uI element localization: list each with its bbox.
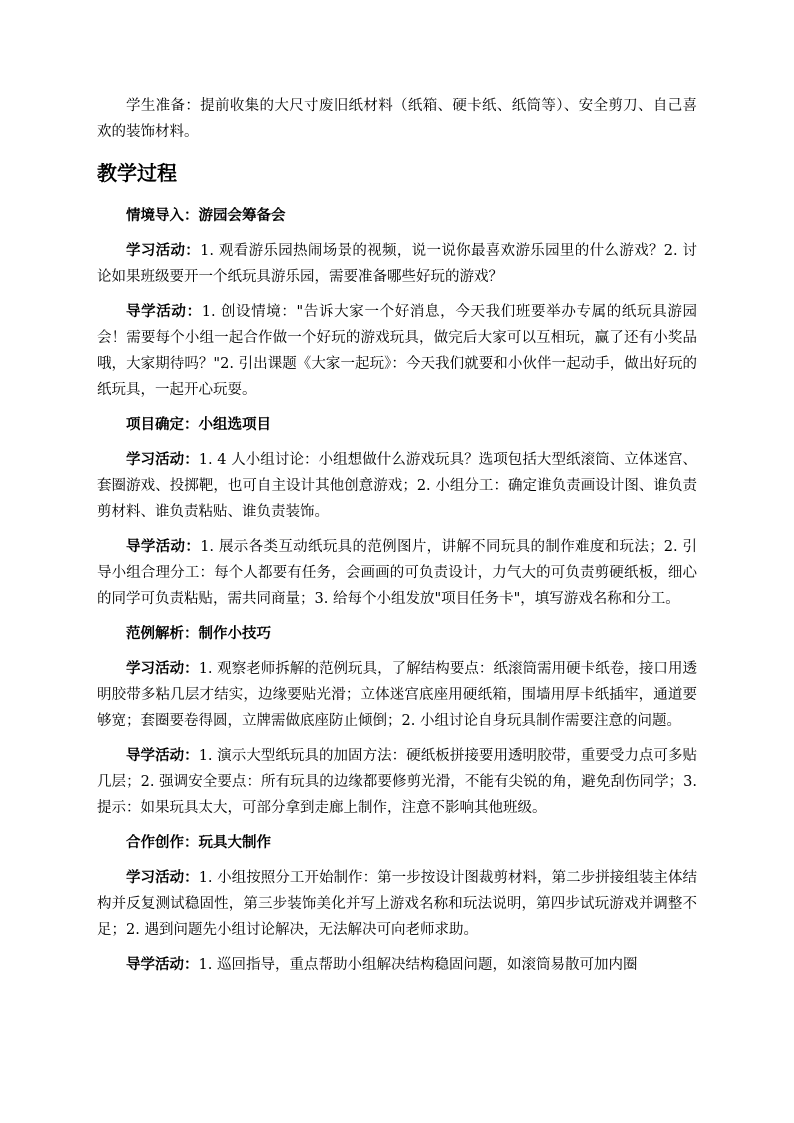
stage-title xyxy=(97,830,697,856)
stage-title-label: 情境导入： xyxy=(126,207,199,224)
teaching-stage xyxy=(97,203,697,403)
stage-title xyxy=(97,621,697,647)
stage-title-label: 项目确定： xyxy=(126,416,199,433)
student-prep-paragraph: 学生准备：提前收集的大尺寸废旧纸材料（纸箱、硬卡纸、纸筒等）、安全剪刀、自己喜欢的装饰材料。 xyxy=(97,98,697,140)
stage-title-label: 合作创作： xyxy=(126,834,199,851)
stage-title-label: 范例解析： xyxy=(126,625,199,642)
guided-activity-label: 导学活动： xyxy=(126,747,199,764)
section-heading: 教学过程 xyxy=(97,161,177,185)
guided-activity-text: 1. 演示大型纸玩具的加固方法：硬纸板拼接要用透明胶带，重要受力点可多贴几层；2. 强调安全要点：所有玩具的边缘都要修剪光滑，不能有尖锐的角，避免刮伤同学；3. 提示：如果玩具太大，可部分拿到走廊上制作，注意不影响其他班级。 xyxy=(97,748,697,816)
teaching-stage xyxy=(97,621,697,821)
stage-title xyxy=(97,203,697,229)
stage-title-text: 小组选项目 xyxy=(198,416,271,433)
stage-title-text: 玩具大制作 xyxy=(198,834,271,851)
guided-activity-label: 导学活动： xyxy=(126,303,202,320)
learning-activity-label: 学习活动： xyxy=(126,869,199,886)
teaching-stage xyxy=(97,830,697,978)
guided-activity xyxy=(97,743,697,821)
document-page xyxy=(97,93,697,987)
stage-title xyxy=(97,412,697,438)
learning-activity-text: 1. 小组按照分工开始制作：第一步按设计图裁剪材料，第二步拼接组装主体结构并反复测试稳固性，第三步装饰美化并写上游戏名称和玩法说明，第四步试玩游戏并调整不足；2. 遇到问题先小组讨论解决，无法解决可向老师求助。 xyxy=(97,870,697,938)
guided-activity-text: 1. 展示各类互动纸玩具的范例图片，讲解不同玩具的制作难度和玩法；2. 引导小组合理分工：每个人都要有任务，会画画的可负责设计，力气大的可负责剪硬纸板，细心的同学可负责粘贴，需共同商量；3. 给每个小组发放"项目任务卡"，填写游戏名称和分工。 xyxy=(97,539,697,607)
learning-activity-label: 学习活动： xyxy=(126,660,199,677)
learning-activity-label: 学习活动： xyxy=(126,451,199,468)
stage-title-text: 制作小技巧 xyxy=(198,625,271,642)
guided-activity xyxy=(97,299,697,403)
learning-activity-text: 1. 观察老师拆解的范例玩具，了解结构要点：纸滚筒需用硬卡纸卷，接口用透明胶带多粘几层才结实，边缘要贴光滑；立体迷宫底座用硬纸箱，围墙用厚卡纸插牢，通道要够宽；套圈要卷得圆，立牌需做底座防止倾倒；2. 小组讨论自身玩具制作需要注意的问题。 xyxy=(97,661,697,729)
learning-activity xyxy=(97,865,697,943)
guided-activity xyxy=(97,952,697,978)
learning-activity-text: 1. 观看游乐园热闹场景的视频，说一说你最喜欢游乐园里的什么游戏？2. 讨论如果班级要开一个纸玩具游乐园，需要准备哪些好玩的游戏？ xyxy=(97,243,697,285)
guided-activity-text: 1. 巡回指导，重点帮助小组解决结构稳固问题，如滚筒易散可加内圈 xyxy=(198,957,638,973)
learning-activity xyxy=(97,238,697,290)
guided-activity-text: 1. 创设情境："告诉大家一个好消息，今天我们班要举办专属的纸玩具游园会！需要每个小组一起合作做一个好玩的游戏玩具，做完后大家可以互相玩，赢了还有小奖品哦，大家期待吗？"2. 引出课题《大家一起玩》：今天我们就要和小伙伴一起动手，做出好玩的纸玩具，一起开心玩耍。 xyxy=(97,304,697,398)
learning-activity-label: 学习活动： xyxy=(126,242,201,259)
guided-activity-label: 导学活动： xyxy=(126,956,199,973)
stage-title-text: 游园会筹备会 xyxy=(198,207,286,224)
learning-activity-text: 1. 4 人小组讨论：小组想做什么游戏玩具？选项包括大型纸滚筒、立体迷宫、套圈游戏、投掷靶，也可自主设计其他创意游戏；2. 小组分工：确定谁负责画设计图、谁负责剪材料、谁负责粘贴、谁负责装饰。 xyxy=(97,452,697,520)
learning-activity xyxy=(97,656,697,734)
teaching-stage xyxy=(97,412,697,612)
guided-activity-label: 导学活动： xyxy=(126,538,201,555)
learning-activity xyxy=(97,447,697,525)
guided-activity xyxy=(97,534,697,612)
